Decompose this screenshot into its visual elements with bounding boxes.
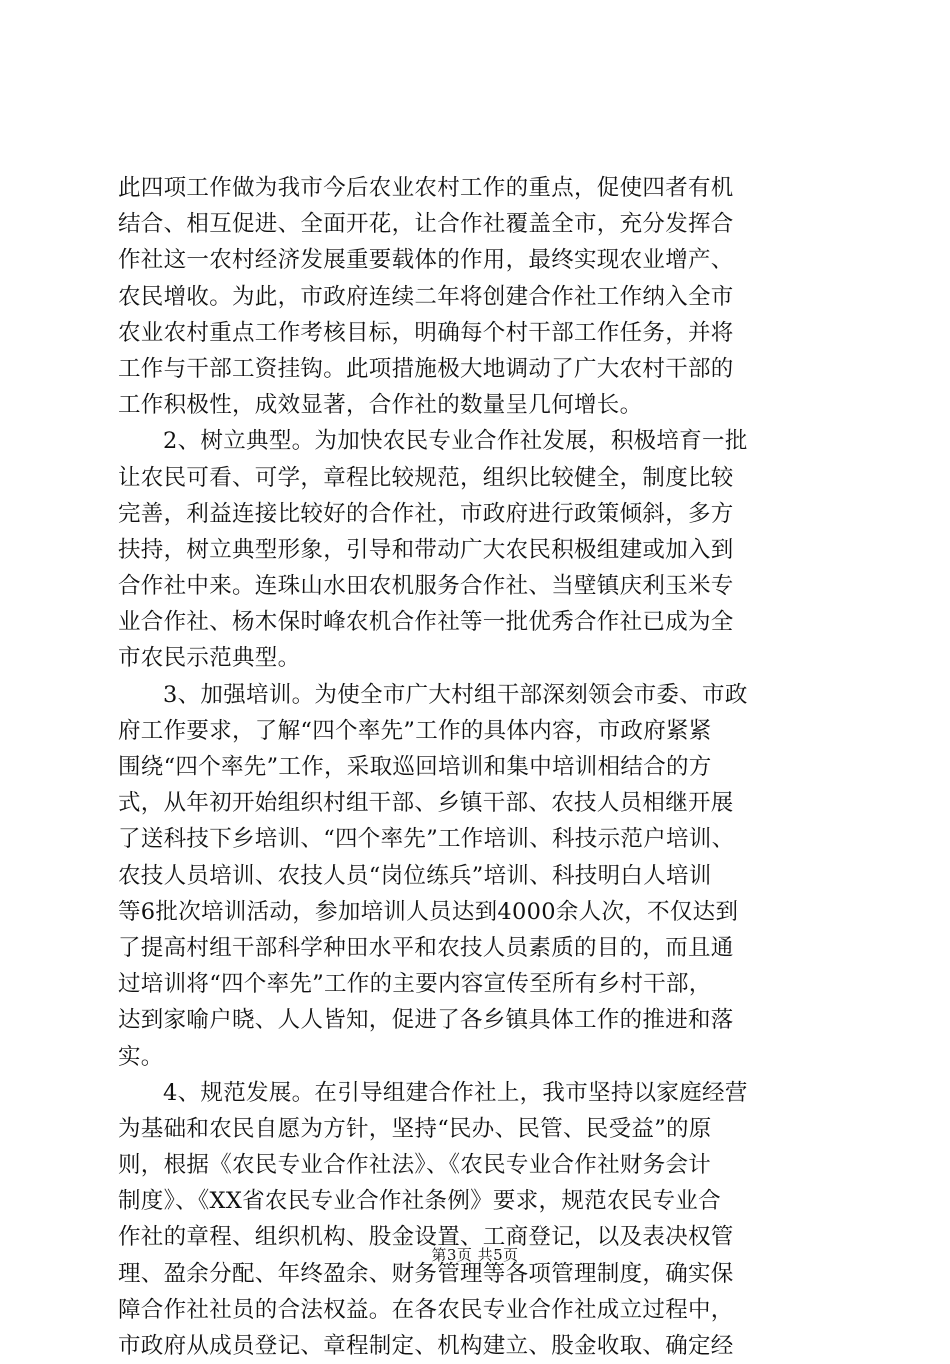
text-line: 此四项工作做为我市今后农业农村工作的重点，促使四者有机 [118, 175, 734, 201]
text-line: 完善，利益连接比较好的合作社，市政府进行政策倾斜，多方 [118, 500, 734, 527]
text-line: 障合作社社员的合法权益。在各农民专业合作社成立过程中， [118, 1296, 734, 1323]
text-line: 工作积极性，成效显著，合作社的数量呈几何增长。 [118, 392, 643, 419]
text-line: 市农民示范典型。 [118, 645, 301, 672]
text-line: 实。 [118, 1043, 164, 1070]
text-line: 4、规范发展。在引导组建合作社上，我市坚持以家庭经营 [163, 1079, 748, 1106]
text-line: 了送科技下乡培训、“四个率先”工作培训、科技示范户培训、 [118, 826, 735, 853]
text-line: 3、加强培训。为使全市广大村组干部深刻领会市委、市政 [163, 681, 748, 708]
text-line: 则，根据《农民专业合作社法》、《农民专业合作社财务会计 [118, 1152, 712, 1179]
text-line: 府工作要求，了解“四个率先”工作的具体内容，市政府紧紧 [118, 717, 712, 744]
text-line: 业合作社、杨木保时峰农机合作社等一批优秀合作社已成为全 [118, 609, 734, 636]
text-line: 农民增收。为此，市政府连续二年将创建合作社工作纳入全市 [118, 283, 734, 310]
page-footer: 第3页 共5页 [431, 1246, 519, 1264]
text-line: 农业农村重点工作考核目标，明确每个村干部工作任务，并将 [118, 319, 734, 346]
text-line: 2、树立典型。为加快农民专业合作社发展，积极培育一批 [163, 428, 748, 455]
text-line: 围绕“四个率先”工作，采取巡回培训和集中培训相结合的方 [118, 754, 712, 780]
text-line: 结合、相互促进、全面开花，让合作社覆盖全市，充分发挥合 [118, 211, 734, 238]
text-line: 制度》、《XX省农民专业合作社条例》要求，规范农民专业合 [118, 1188, 721, 1215]
text-line: 为基础和农民自愿为方针，坚持“民办、民管、民受益”的原 [118, 1115, 712, 1142]
text-line: 合作社中来。连珠山水田农机服务合作社、当壁镇庆利玉米专 [118, 573, 734, 600]
text-line: 农技人员培训、农技人员“岗位练兵”培训、科技明白人培训 [118, 862, 712, 889]
document-body [118, 170, 838, 1364]
text-line: 作社这一农村经济发展重要载体的作用，最终实现农业增产、 [118, 247, 734, 274]
text-line: 让农民可看、可学，章程比较规范，组织比较健全，制度比较 [118, 464, 734, 491]
text-line: 达到家喻户晓、人人皆知，促进了各乡镇具体工作的推进和落 [118, 1007, 734, 1034]
text-line: 工作与干部工资挂钩。此项措施极大地调动了广大农村干部的 [118, 355, 734, 382]
text-line: 理、盈余分配、年终盈余、财务管理等各项管理制度，确实保 [118, 1260, 734, 1287]
text-line: 市政府从成员登记、章程制定、机构建立、股金收取、确定经 [118, 1333, 734, 1359]
text-line: 式，从年初开始组织村组干部、乡镇干部、农技人员相继开展 [118, 790, 734, 817]
text-line: 过培训将“四个率先”工作的主要内容宣传至所有乡村干部， [118, 971, 712, 998]
text-line: 作社的章程、组织机构、股金设置、工商登记，以及表决权管 [118, 1224, 734, 1251]
text-line: 扶持，树立典型形象，引导和带动广大农民积极组建或加入到 [118, 536, 734, 563]
text-line: 了提高村组干部科学种田水平和农技人员素质的目的，而且通 [118, 934, 734, 961]
text-line: 等6批次培训活动，参加培训人员达到4000余人次，不仅达到 [118, 898, 739, 925]
